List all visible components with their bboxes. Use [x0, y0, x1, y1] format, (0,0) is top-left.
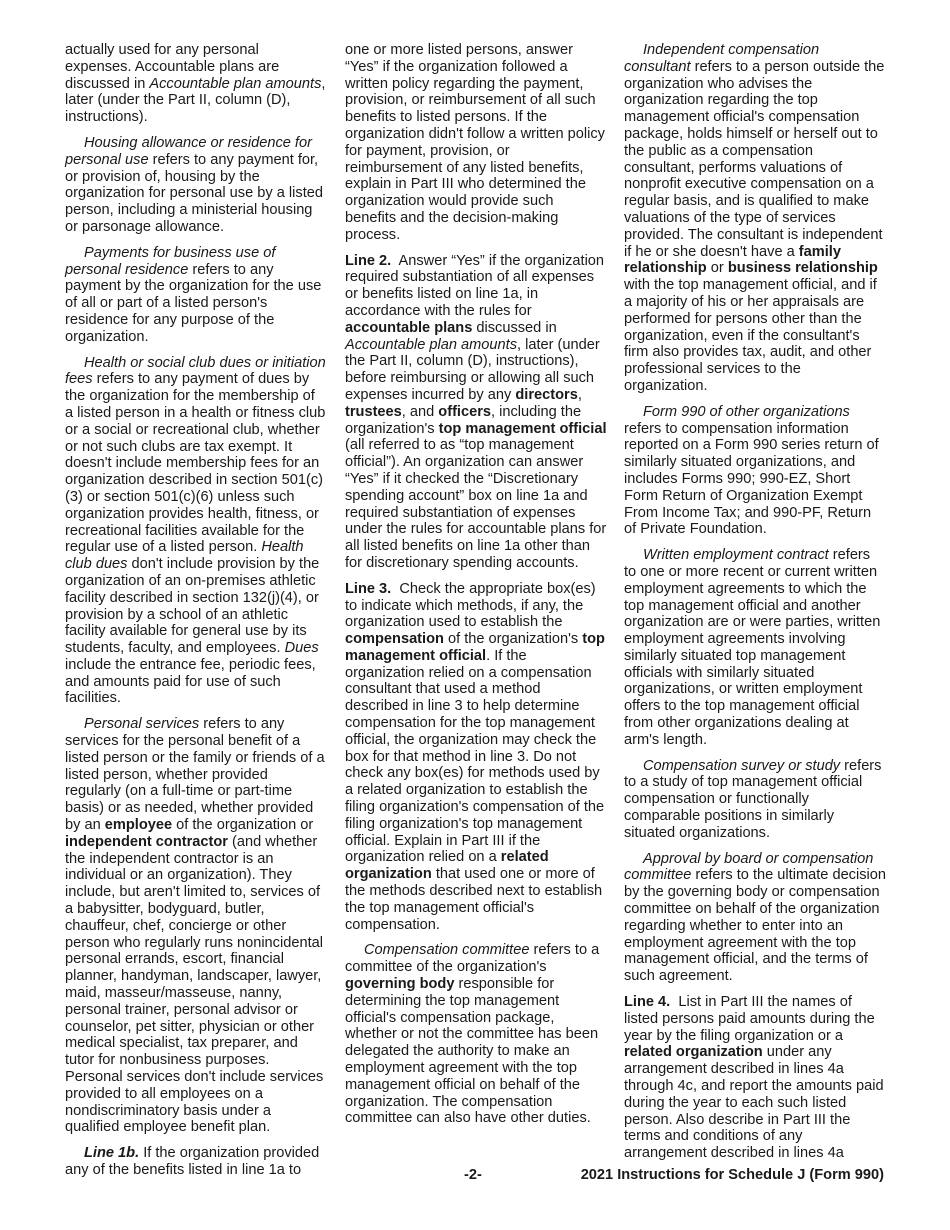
- paragraph-line-3: Line 3. Check the appropriate box(es) to indicate which methods, if any, the organization used to establish the compensation of the organization's top management official. If the organization relied on a compensation consultant that used a method described in line 3 to help determine compensation for the top management official, the organization may check the box for that method in line 3. Do not check any box(es) for methods used by a related organization to establish the filing organization's compensation of the filing organization's top management official. Explain in Part III if the organization relied on a related organization that used one or more of the methods described next to establish the top management official's compensation.: [345, 580, 605, 933]
- paragraph-line-4: Line 4. List in Part III the names of listed persons paid amounts during the year by the filing organization or a related organization under any arrangement described in lines 4a through 4c, and report the amounts paid during the year to each such listed person. Also describe in Part III the terms and conditions of any arrangement described in lines 4a: [624, 994, 884, 1162]
- paragraph-line-1b: Line 1b. If the organization provided any of the benefits listed in line 1a to: [65, 1145, 320, 1178]
- paragraph-club-dues: Health or social club dues or initiation fees refers to any payment of dues by the organization for the membership of a listed person in a health or fitness club or a social or recreational club, whether or not such clubs are tax exempt. It doesn't include membership fees for an organization described in section 501(c)(3) or section 501(c)(6) unless such organization provides health, fitness, or recreational facilities available for the regular use of a listed person. Health club dues don't include provision by the organization of an on-premises athletic facility described in section 132(j)(4), or provision by a school of an athletic facility available for general use by its students, faculty, and employees. Dues include the entrance fee, periodic fees, and amounts paid for use of such facilities.: [65, 354, 326, 707]
- column-left: [65, 42, 327, 1179]
- paragraph-personal-services: Personal services refers to any services for the personal benefit of a listed person or the family or friends of a listed person, whether provided regularly (on a full-time or part-time basis) or as needed, whether provided by an employee of the organization or independent contractor (and whether the independent contractor is an individual or an organization). They include, but aren't limited to, services of a babysitter, bodyguard, butler, chauffeur, chef, concierge or other person who regularly runs nonincidental personal errands, escort, financial planner, handyman, landscaper, lawyer, maid, masseur/masseuse, nanny, personal trainer, personal advisor or counselor, pet sitter, physician or other medical specialist, tax preparer, and tutor for nonbusiness purposes. Personal services don't include services provided to all employees on a nondiscriminatory basis under a qualified employee benefit plan.: [65, 716, 325, 1136]
- paragraph-business-use-residence: Payments for business use of personal residence refers to any payment by the organization for the use of all or part of a listed person's residence for any purpose of the organization.: [65, 244, 322, 345]
- paragraph-compensation-survey: Compensation survey or study refers to a study of top management official compensation or functionally comparable positions in similarly situated organizations.: [624, 757, 882, 841]
- paragraph-accountable-plans-cont: actually used for any personal expenses. Accountable plans are discussed in Accountable plan amounts, later (under the Part II, column (D), instructions).: [65, 42, 326, 126]
- paragraph-line-1b-cont: one or more listed persons, answer “Yes” if the organization followed a written policy regarding the payment, provision, or reimbursement of all such benefits to listed persons. If the organization didn't follow a written policy for payment, provision, or reimbursement of any listed benefits, explain in Part III who determined the organization would provide such benefits and the decision-making process.: [345, 42, 605, 243]
- paragraph-approval-by-board: Approval by board or compensation committee refers to the ultimate decision by the governing body or compensation committee on behalf of the organization regarding whether to enter into an employment agreement with the top management official, and the terms of such agreement.: [624, 850, 886, 985]
- page-number: -2-: [464, 1167, 482, 1183]
- paragraph-form-990-other-orgs: Form 990 of other organizations refers to compensation information reported on a Form 990 series return of similarly situated organizations, and includes Forms 990; 990-EZ, Short Form Return of Organization Exempt From Income Tax; and 990-PF, Return of Private Foundation.: [624, 403, 879, 538]
- paragraph-line-2: Line 2. Answer “Yes” if the organization required substantiation of all expenses or benefits listed on line 1a, in accordance with the rules for accountable plans discussed in Accountable plan amounts, later (under the Part II, column (D), instructions), before reimbursing or allowing all such expenses incurred by any directors, trustees, and officers, including the organization's top management official (all referred to as “top management official”). An organization can answer “Yes” if it checked the “Discretionary spending account” box on line 1a and required substantiation of expenses under the rules for accountable plans for all listed benefits on line 1a other than for discretionary spending accounts.: [345, 252, 607, 571]
- paragraph-independent-consultant: Independent compensation consultant refers to a person outside the organization who advises the organization regarding the top management official's compensation package, holds himself or herself out to the public as a compensation consultant, performs valuations of nonprofit executive compensation on a regular basis, and is qualified to make valuations of the type of services provided. The consultant is independent if he or she doesn't have a family relationship or business relationship with the top management official, and if a majority of his or her appraisals are performed for persons other than the organization, even if the consultant's firm also provides tax, audit, and other professional services to the organization.: [624, 42, 885, 394]
- paragraph-compensation-committee: Compensation committee refers to a committee of the organization's governing body responsible for determining the top management official's compensation package, whether or not the committee has been delegated the authority to make an employment agreement with the top management official on behalf of the organization. The compensation committee can also have other duties.: [345, 942, 600, 1127]
- paragraph-housing-allowance: Housing allowance or residence for personal use refers to any payment for, or provision of, housing by the organization for personal use by a listed person, including a ministerial housing or parsonage allowance.: [65, 134, 323, 235]
- column-right: [624, 42, 886, 1162]
- paragraph-written-employment-contract: Written employment contract refers to one or more recent or current written employment agreements to which the top management official and another organization are or were parties, written employment agreements involving similarly situated top management officials with similarly situated organizations, or written employment offers to the top management official from other organizations dealing at arm's length.: [624, 547, 881, 748]
- form-title: 2021 Instructions for Schedule J (Form 990): [580, 1167, 884, 1183]
- page-footer: [0, 1167, 950, 1187]
- column-middle: [345, 42, 607, 1127]
